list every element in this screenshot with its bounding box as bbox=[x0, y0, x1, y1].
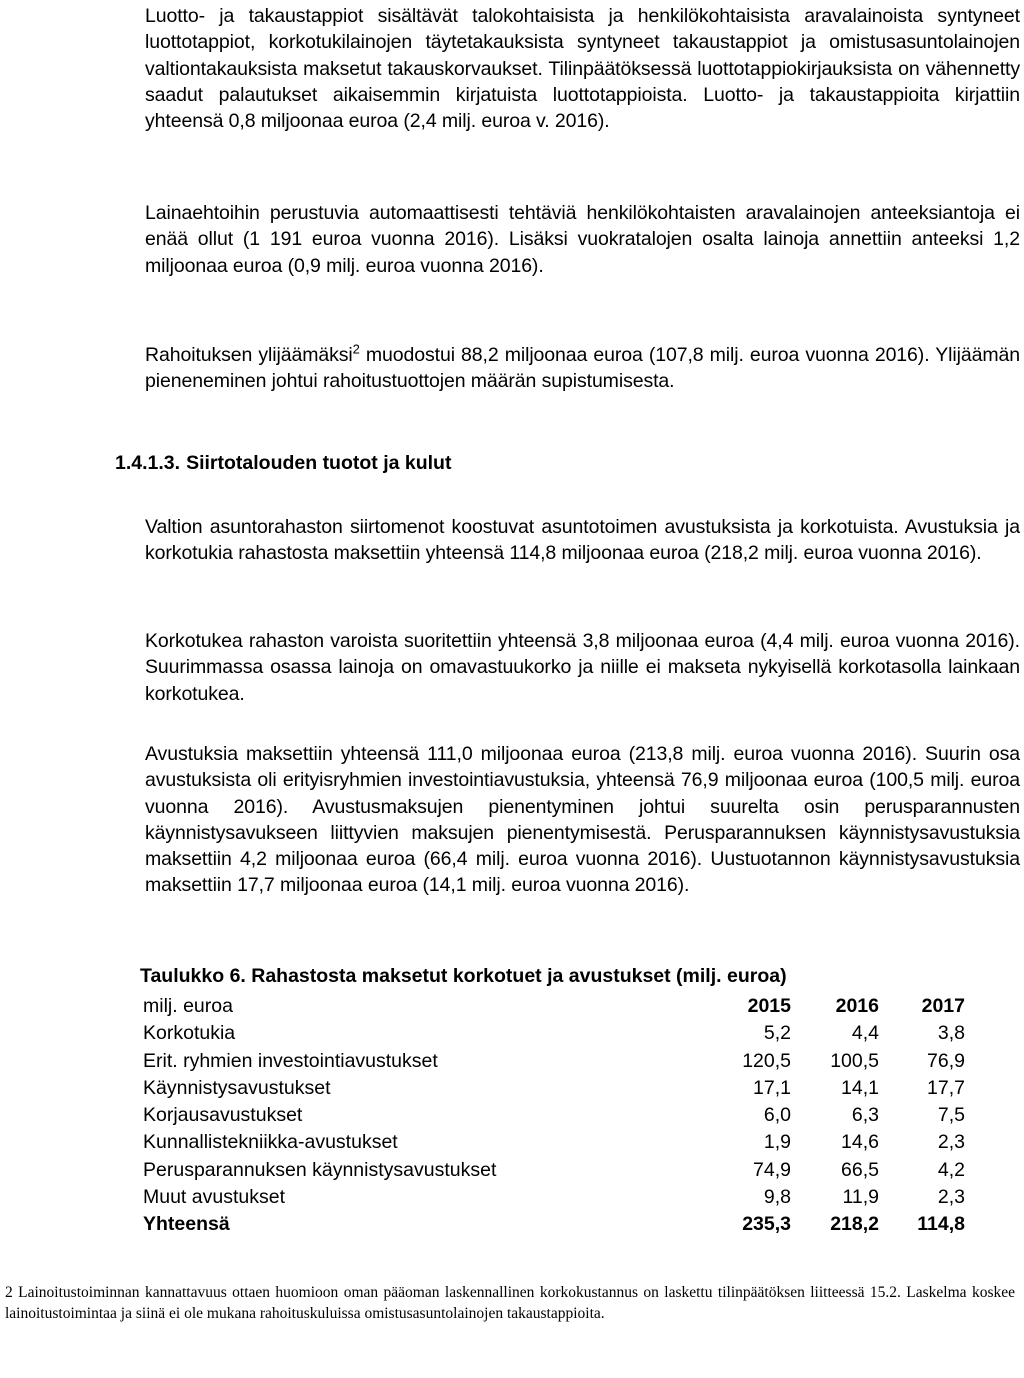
header-year-2017: 2017 bbox=[921, 995, 965, 1017]
table-row bbox=[140, 1157, 965, 1184]
cell-2016: 14,1 bbox=[841, 1076, 879, 1099]
header-unit: milj. euroa bbox=[143, 995, 233, 1017]
surplus-text-before: Rahoituksen ylijäämäksi bbox=[145, 344, 353, 366]
table-row bbox=[140, 1129, 965, 1156]
surplus-text-after: muodostui 88,2 miljoonaa euroa (107,8 milj. euroa vuonna 2016). Ylijäämän pieneneminen johtui rahoitustuottojen määrän supistumisesta. bbox=[145, 344, 1020, 393]
row-label: Muut avustukset bbox=[143, 1186, 285, 1209]
paragraph-grants: Avustuksia maksettiin yhteensä 111,0 miljoonaa euroa (213,8 milj. euroa vuonna 2016). Suurin osa avustuksista oli erityisryhmien investointiavustuksia, yhteensä 76,9 miljoonaa euroa (100,5 milj. euroa vuonna 2016). Avustusmaksujen pienentyminen johtui suurelta osin perusparannusten käynnistysavukseen liittyvien maksujen pienentymisestä. Perusparannuksen käynnistysavustuksia maksettiin 4,2 miljoonaa euroa (66,4 milj. euroa vuonna 2016). Uustuotannon käynnistysavustuksia maksettiin 17,7 miljoonaa euroa (14,1 milj. euroa vuonna 2016). bbox=[145, 743, 1020, 897]
table-row bbox=[140, 1048, 965, 1075]
cell-2017: 76,9 bbox=[927, 1049, 965, 1072]
cell-2017: 4,2 bbox=[937, 1158, 965, 1181]
table-title: Taulukko 6. Rahastosta maksetut korkotuet ja avustukset (milj. euroa) bbox=[140, 965, 787, 987]
cell-2017: 2,3 bbox=[937, 1131, 965, 1154]
footnote-ref: 2 bbox=[352, 341, 360, 357]
cell-2015: 120,5 bbox=[742, 1049, 791, 1072]
cell-2017: 3,8 bbox=[937, 1022, 965, 1045]
header-year-2016: 2016 bbox=[835, 995, 879, 1017]
total-2015: 235,3 bbox=[742, 1213, 791, 1236]
cell-2016: 4,4 bbox=[851, 1022, 879, 1045]
cell-2016: 6,3 bbox=[851, 1104, 879, 1127]
cell-2016: 100,5 bbox=[830, 1049, 879, 1072]
cell-2015: 6,0 bbox=[763, 1104, 791, 1127]
table-header-row bbox=[140, 993, 965, 1020]
paragraph-interest-subsidy: Korkotukea rahaston varoista suoritettiin yhteensä 3,8 miljoonaa euroa (4,4 milj. euroa vuonna 2016). Suurimmassa osassa lainoja on omavastuukorko ja niille ei makseta nykyisellä korkotasolla lainkaan korkotukea. bbox=[145, 630, 1020, 705]
paragraph-loan-forgiveness: Lainaehtoihin perustuvia automaattisesti tehtäviä henkilökohtaisten aravalainojen anteeksiantoja ei enää ollut (1 191 euroa vuonna 2016). Lisäksi vuokratalojen osalta lainoja annettiin anteeksi 1,2 miljoonaa euroa (0,9 milj. euroa vuonna 2016). bbox=[145, 202, 1020, 277]
cell-2017: 7,5 bbox=[937, 1104, 965, 1127]
total-2016: 218,2 bbox=[830, 1213, 879, 1236]
cell-2017: 2,3 bbox=[937, 1186, 965, 1209]
row-label: Perusparannuksen käynnistysavustukset bbox=[143, 1158, 497, 1181]
total-2017: 114,8 bbox=[917, 1213, 965, 1236]
cell-2016: 66,5 bbox=[841, 1158, 879, 1181]
section-title: Siirtotalouden tuotot ja kulut bbox=[186, 452, 452, 474]
table-row bbox=[140, 1102, 965, 1129]
footnote-text: 2 Lainoitustoiminnan kannattavuus ottaen huomioon oman pääoman laskennallinen korkokustannus on laskettu tilinpäätöksen liitteessä 15.2. Laskelma koskee lainoitustoimintaa ja siinä ei ole mukana rahoituskuluissa omistusasuntolainojen takaustappioita. bbox=[5, 1284, 1015, 1322]
table-total-row bbox=[140, 1211, 965, 1238]
row-label: Erit. ryhmien investointiavustukset bbox=[143, 1049, 438, 1072]
section-number: 1.4.1.3. bbox=[115, 452, 181, 474]
footnote bbox=[5, 1283, 1015, 1324]
cell-2016: 11,9 bbox=[842, 1186, 879, 1209]
row-label: Korkotukia bbox=[143, 1022, 236, 1045]
cell-2017: 17,7 bbox=[927, 1076, 965, 1099]
header-year-2015: 2015 bbox=[747, 995, 791, 1017]
table-row bbox=[140, 1075, 965, 1102]
table-row bbox=[140, 1184, 965, 1211]
cell-2016: 14,6 bbox=[841, 1131, 879, 1154]
paragraph-financing-surplus bbox=[145, 342, 1020, 395]
cell-2015: 9,8 bbox=[763, 1186, 791, 1209]
paragraph-credit-losses: Luotto- ja takaustappiot sisältävät talokohtaisista ja henkilökohtaisista aravalainoista syntyneet luottotappiot, korkotukilainojen täytetakauksista syntyneet takaustappiot ja omistusasuntolainojen valtiontakauksista maksetut takauskorvaukset. Tilinpäätöksessä luottotappiokirjauksista on vähennetty saadut palautukset aikaisemmin kirjatuista luottotappioista. Luotto- ja takaustappioita kirjattiin yhteensä 0,8 miljoonaa euroa (2,4 milj. euroa v. 2016). bbox=[145, 5, 1020, 133]
row-label: Kunnallistekniikka-avustukset bbox=[143, 1131, 398, 1154]
total-label: Yhteensä bbox=[143, 1213, 230, 1236]
row-label: Käynnistysavustukset bbox=[143, 1076, 331, 1099]
paragraph-transfer-expenses: Valtion asuntorahaston siirtomenot koostuvat asuntotoimen avustuksista ja korkotuista. Avustuksia ja korkotukia rahastosta maksettiin yhteensä 114,8 miljoonaa euroa (218,2 milj. euroa vuonna 2016). bbox=[145, 516, 1020, 565]
section-heading bbox=[115, 452, 451, 475]
subsidies-table bbox=[140, 993, 965, 1239]
cell-2015: 17,1 bbox=[753, 1076, 791, 1099]
table-row bbox=[140, 1020, 965, 1047]
cell-2015: 74,9 bbox=[753, 1158, 791, 1181]
cell-2015: 5,2 bbox=[763, 1022, 791, 1045]
row-label: Korjausavustukset bbox=[143, 1104, 303, 1127]
cell-2015: 1,9 bbox=[763, 1131, 791, 1154]
